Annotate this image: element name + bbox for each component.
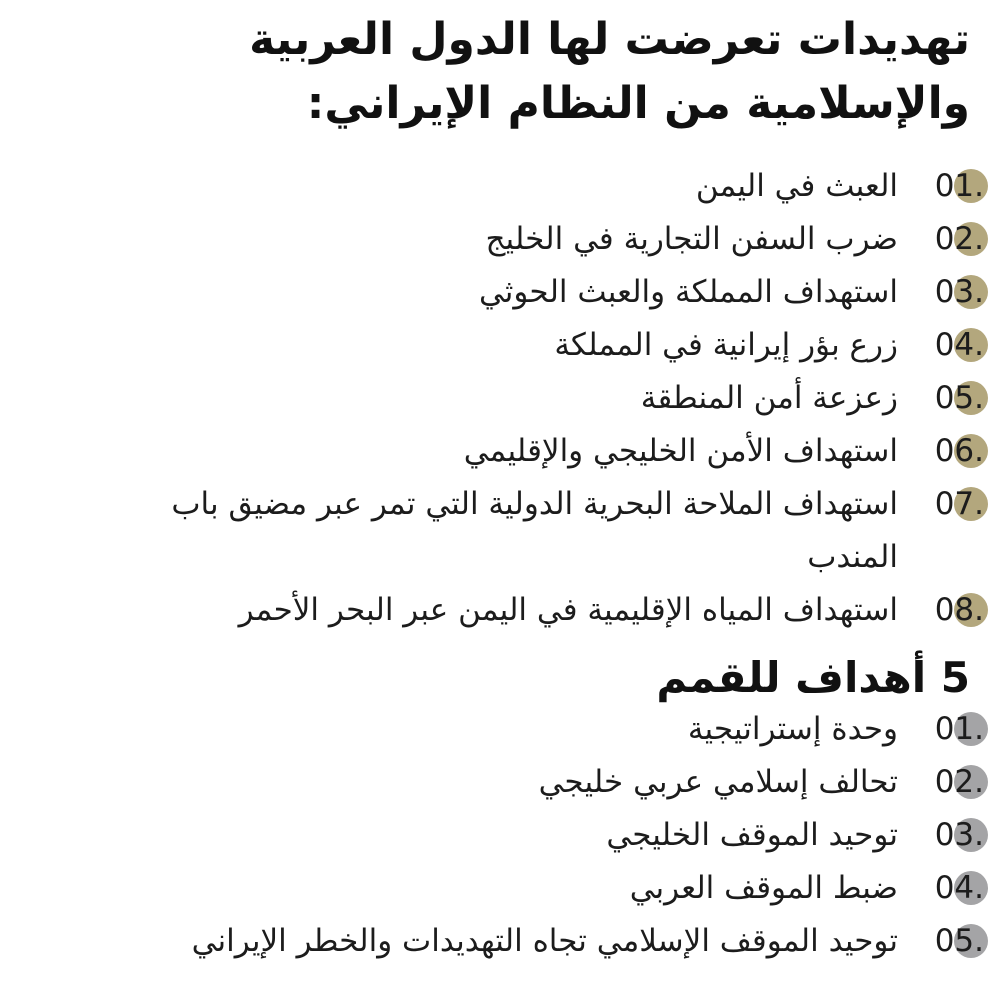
threat-item xyxy=(78,478,988,584)
goals-list xyxy=(192,703,988,968)
threats-heading-line-2: والإسلامية من النظام الإيراني: xyxy=(306,78,970,129)
item-text: ضبط الموقف العربي xyxy=(629,870,898,906)
threat-item xyxy=(78,213,988,266)
threats-list xyxy=(78,160,988,637)
item-number: 04. xyxy=(934,870,984,906)
item-number: 06. xyxy=(934,433,984,469)
threats-heading xyxy=(249,8,970,136)
item-text: استهداف الملاحة البحرية الدولية التي تمر عبر مضيق باب المندب xyxy=(171,486,898,575)
threat-item xyxy=(78,160,988,213)
item-number: 05. xyxy=(934,380,984,416)
item-text: تحالف إسلامي عربي خليجي xyxy=(538,764,898,800)
threat-item xyxy=(78,425,988,478)
item-text: ضرب السفن التجارية في الخليج xyxy=(485,221,898,257)
item-number: 02. xyxy=(934,764,984,800)
threat-item xyxy=(78,584,988,637)
goal-item xyxy=(192,809,988,862)
item-number: 05. xyxy=(934,923,984,959)
item-number: 03. xyxy=(934,274,984,310)
item-number: 04. xyxy=(934,327,984,363)
threat-item xyxy=(78,319,988,372)
item-text: استهداف المملكة والعبث الحوثي xyxy=(478,274,898,310)
item-text: وحدة إستراتيجية xyxy=(687,711,898,747)
item-number: 02. xyxy=(934,221,984,257)
item-text: استهداف الأمن الخليجي والإقليمي xyxy=(463,433,898,469)
item-text: العبث في اليمن xyxy=(695,168,898,204)
goal-item xyxy=(192,703,988,756)
item-text: زرع بؤر إيرانية في المملكة xyxy=(554,327,898,363)
item-number: 01. xyxy=(934,168,984,204)
goals-heading: 5 أهداف للقمم xyxy=(656,653,970,702)
item-text: توحيد الموقف الخليجي xyxy=(606,817,898,853)
item-number: 08. xyxy=(934,592,984,628)
item-number: 01. xyxy=(934,711,984,747)
goal-item xyxy=(192,915,988,968)
goal-item xyxy=(192,862,988,915)
threat-item xyxy=(78,266,988,319)
item-text: زعزعة أمن المنطقة xyxy=(640,380,898,416)
item-number: 03. xyxy=(934,817,984,853)
threats-heading-line-1: تهديدات تعرضت لها الدول العربية xyxy=(249,14,970,65)
item-text: استهداف المياه الإقليمية في اليمن عبر البحر الأحمر xyxy=(238,592,898,628)
goal-item xyxy=(192,756,988,809)
item-text: توحيد الموقف الإسلامي تجاه التهديدات والخطر الإيراني xyxy=(191,923,898,959)
item-number: 07. xyxy=(934,486,984,522)
threat-item xyxy=(78,372,988,425)
